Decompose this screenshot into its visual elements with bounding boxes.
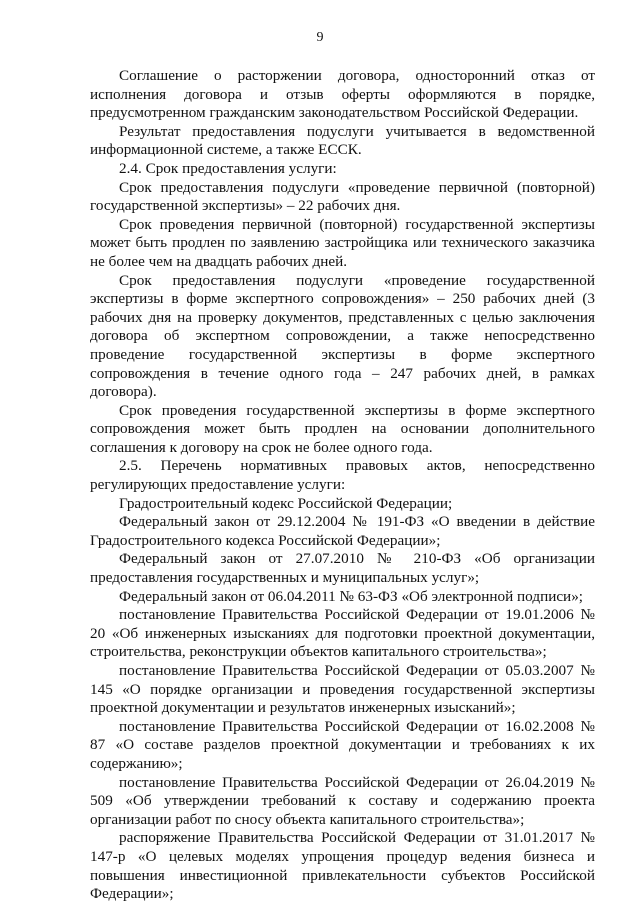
paragraph-term-expert-support: Срок предоставления подуслуги «проведение государственной экспертизы в форме экспертного сопровождения» – 250 рабочих дней (3 рабочих дня на проверку документов, представленных с целью заключения договора об экспертном сопровождении, а также непосредственно проведение государственной экспертизы в форме экспертного сопровождения в течение одного года – 247 рабочих дней, в рамках договора).: [90, 271, 595, 401]
paragraph-contract-termination: Соглашение о расторжении договора, односторонний отказ от исполнения договора и отзыв оферты оформляются в порядке, предусмотренном гражданским законодательством Российской Федерации.: [90, 67, 595, 122]
paragraph-term-primary-expertise: Срок предоставления подуслуги «проведение первичной (повторной) государственной экспертизы» – 22 рабочих дня.: [90, 178, 595, 215]
legal-act-item: распоряжение Правительства Российской Федерации от 31.01.2017 № 147-р «О целевых моделях упрощения процедур ведения бизнеса и повышения инвестиционной привлекательности субъектов Российской Федерации»;: [90, 829, 595, 903]
section-heading-2-4: 2.4. Срок предоставления услуги:: [119, 159, 337, 177]
legal-act-item: постановление Правительства Российской Федерации от 19.01.2006 № 20 «Об инженерных изысканиях для подготовки проектной документации, строительства, реконструкции объектов капитального строительства»;: [90, 606, 595, 661]
document-body: [90, 67, 595, 904]
legal-act-item: Федеральный закон от 27.07.2010 № 210-ФЗ «Об организации предоставления государственных и муниципальных услуг»;: [90, 550, 595, 587]
legal-act-item: постановление Правительства Российской Федерации от 16.02.2008 № 87 «О составе разделов проектной документации и требованиях к их содержанию»;: [90, 717, 595, 772]
legal-act-item: Федеральный закон от 29.12.2004 № 191-ФЗ «О введении в действие Градостроительного кодекса Российской Федерации»;: [90, 513, 595, 549]
paragraph-result-accounting: Результат предоставления подуслуги учитывается в ведомственной информационной системе, а также ЕССК.: [90, 122, 595, 159]
paragraph-term-extension: Срок проведения первичной (повторной) государственной экспертизы может быть продлен по заявлению застройщика или технического заказчика не более чем на двадцать рабочих дней.: [90, 215, 595, 270]
page-number: 9: [316, 30, 324, 45]
paragraph-term-support-extension: Срок проведения государственной экспертизы в форме экспертного сопровождения может быть продлен на основании дополнительного соглашения к договору на срок не более одного года.: [90, 401, 595, 456]
legal-act-item: постановление Правительства Российской Федерации от 26.04.2019 № 509 «Об утверждении требований к составу и содержанию проекта организации работ по сносу объекта капитального строительства»;: [90, 773, 595, 828]
section-heading-2-5: 2.5. Перечень нормативных правовых актов, непосредственно регулирующих предоставление услуги:: [90, 457, 595, 494]
legal-act-item: постановление Правительства Российской Федерации от 05.03.2007 № 145 «О порядке организации и проведения государственной экспертизы проектной документации и результатов инженерных изысканий»;: [90, 662, 595, 717]
legal-act-item: Федеральный закон от 06.04.2011 № 63-ФЗ «Об электронной подписи»;: [119, 587, 584, 605]
legal-act-item: Градостроительный кодекс Российской Федерации;: [119, 494, 453, 512]
